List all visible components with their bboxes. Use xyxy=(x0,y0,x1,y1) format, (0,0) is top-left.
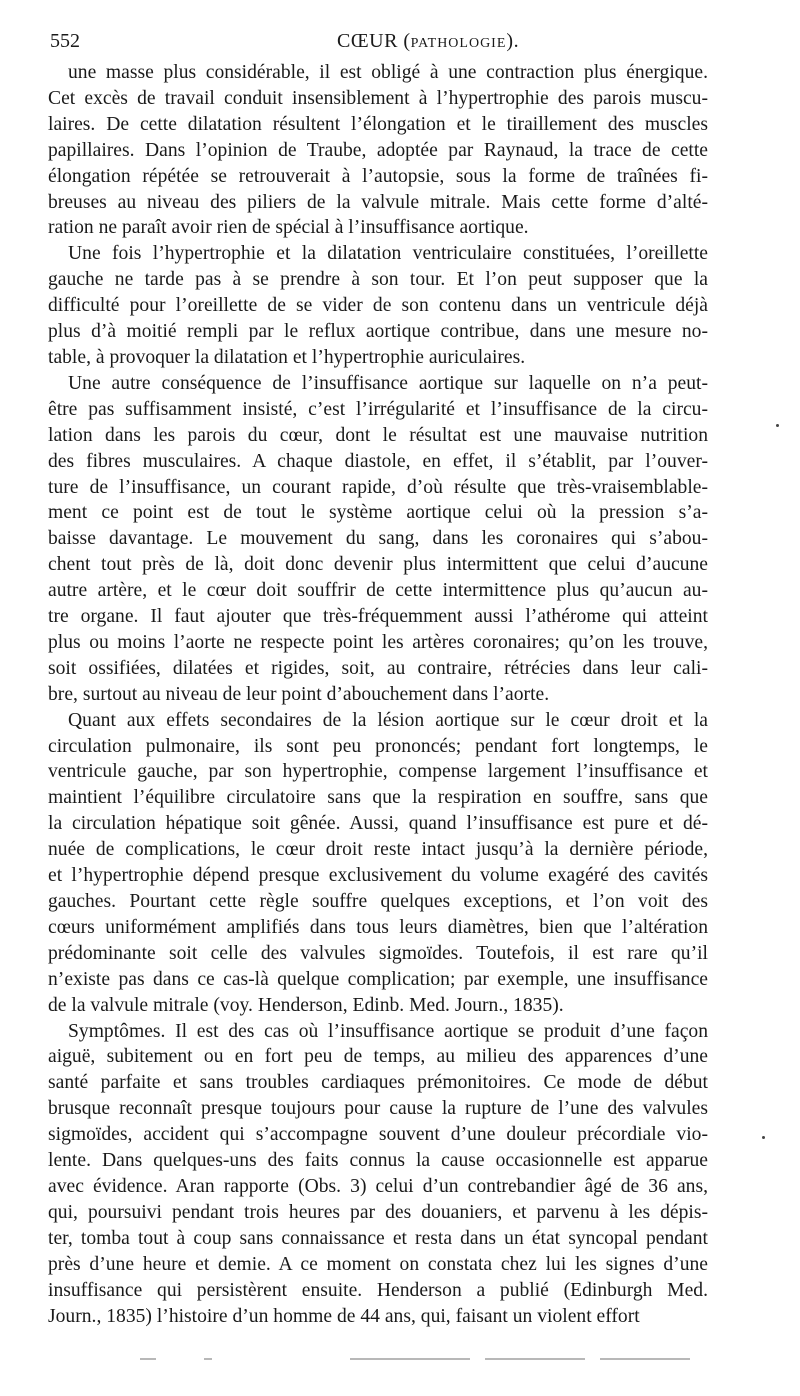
text-line: n’existe pas dans ce cas-là quelque complication; par exemple, une insuffisance xyxy=(48,968,708,990)
text-line: tre organe. Il faut ajouter que très-fréquemment aussi l’athérome qui atteint xyxy=(48,606,708,628)
text-line: bre, surtout au niveau de leur point d’abouchement dans l’aorte. xyxy=(48,683,550,705)
text-line: lation dans les parois du cœur, dont le résultat est une mauvaise nutrition xyxy=(48,424,708,446)
text-line: papillaires. Dans l’opinion de Traube, adoptée par Raynaud, la trace de cette xyxy=(48,139,708,161)
text-line: de la valvule mitrale (voy. Henderson, Edinb. Med. Journ., 1835). xyxy=(48,994,564,1016)
text-line: Journ., 1835) l’histoire d’un homme de 44 ans, qui, faisant un violent effort xyxy=(48,1305,640,1327)
scan-mark xyxy=(140,1358,156,1360)
text-line: soit ossifiées, dilatées et rigides, soit, au contraire, rétrécies dans leur cali- xyxy=(48,657,708,679)
running-title-paren-close: ). xyxy=(506,30,520,52)
text-line: difficulté pour l’oreillette de se vider de son contenu dans un ventricule déjà xyxy=(48,295,708,317)
text-line: Cet excès de travail conduit insensiblement à l’hypertrophie des parois muscu- xyxy=(48,87,708,109)
text-line: gauches. Pourtant cette règle souffre quelques exceptions, et l’on voit des xyxy=(48,891,708,912)
text-line: ture de l’insuffisance, un courant rapide, d’où résulte que très-vraisemblable- xyxy=(48,476,708,498)
text-line: baisse davantage. Le mouvement du sang, dans les coronaires qui s’abou- xyxy=(48,528,708,550)
text-line: Symptômes. Il est des cas où l’insuffisance aortique se produit d’une façon xyxy=(68,1020,708,1042)
text-line: qui, poursuivi pendant trois heures par des douaniers, et parvenu à les dépis- xyxy=(48,1201,708,1223)
text-line: élongation répétée se retrouverait à l’autopsie, sous la forme de traînées fi- xyxy=(48,165,708,187)
running-title-paren-open: ( xyxy=(397,30,411,52)
text-line: plus d’à moitié rempli par le reflux aortique contribue, dans une mesure no- xyxy=(48,321,708,343)
text-line: plus ou moins l’aorte ne respecte point les artères coronaires; qu’on les trouve, xyxy=(48,631,708,653)
text-line: être pas suffisamment insisté, c’est l’irrégularité et l’insuffisance de la circu- xyxy=(48,398,708,420)
running-title-subject: PATHOLOGIE xyxy=(410,36,507,51)
text-line: et l’hypertrophie dépend presque exclusivement du volume exagéré des cavités xyxy=(48,865,708,887)
running-title xyxy=(337,30,519,53)
running-title-main: CŒUR xyxy=(337,30,398,52)
page-number: 552 xyxy=(50,30,80,52)
text-line: prédominante soit celle des valvules sigmoïdes. Toutefois, il est rare qu’il xyxy=(48,942,708,964)
text-line: santé parfaite et sans troubles cardiaques prémonitoires. Ce mode de début xyxy=(48,1072,708,1094)
text-line: ter, tomba tout à coup sans connaissance et resta dans un état syncopal pendant xyxy=(48,1227,708,1249)
scan-speck xyxy=(776,424,779,427)
text-line: une masse plus considérable, il est obligé à une contraction plus énergique. xyxy=(68,62,708,83)
text-line: maintient l’équilibre circulatoire sans que la respiration en souffre, sans que xyxy=(48,787,708,809)
text-line: brusque reconnaît presque toujours pour cause la rupture de l’une des valvules xyxy=(48,1098,708,1120)
scan-mark xyxy=(485,1358,585,1360)
bottom-scan-marks xyxy=(140,1358,700,1364)
text-line: laires. De cette dilatation résultent l’élongation et le tiraillement des muscles xyxy=(48,113,708,135)
paragraph xyxy=(48,1019,708,1330)
paragraph xyxy=(48,708,708,1019)
text-line: breuses au niveau des piliers de la valvule mitrale. Mais cette forme d’alté- xyxy=(48,191,708,213)
text-line: des fibres musculaires. A chaque diastole, en effet, il s’établit, par l’ouver- xyxy=(48,450,708,472)
text-line: lente. Dans quelques-uns des faits connus la cause occasionnelle est apparue xyxy=(48,1150,708,1172)
scan-mark xyxy=(600,1358,690,1360)
text-line: cœurs uniformément amplifiés dans tous leurs diamètres, bien que l’altération xyxy=(48,916,708,938)
text-line: ment ce point est de tout le système aortique celui où la pression s’a- xyxy=(48,502,708,524)
scan-mark xyxy=(350,1358,470,1360)
text-line: près d’une heure et demie. A ce moment on constata chez lui les signes d’une xyxy=(48,1253,708,1275)
text-line: gauche ne tarde pas à se prendre à son tour. Et l’on peut supposer que la xyxy=(48,269,708,291)
text-line: Une autre conséquence de l’insuffisance aortique sur laquelle on n’a peut- xyxy=(68,372,708,394)
paragraph xyxy=(48,60,708,241)
text-line: Une fois l’hypertrophie et la dilatation ventriculaire constituées, l’oreillette xyxy=(68,243,708,265)
text-line: table, à provoquer la dilatation et l’hypertrophie auriculaires. xyxy=(48,346,526,368)
scan-speck xyxy=(762,1136,765,1139)
text-line: nuée de complications, le cœur droit reste intact jusqu’à la dernière période, xyxy=(48,839,708,861)
scan-mark xyxy=(204,1358,212,1360)
page-header xyxy=(50,30,710,58)
text-line: chent tout près de là, doit donc devenir plus intermittent que celui d’aucune xyxy=(48,554,708,576)
text-line: la circulation hépatique soit gênée. Aussi, quand l’insuffisance est pure et dé- xyxy=(48,813,708,835)
text-line: insuffisance qui persistèrent ensuite. Henderson a publié (Edinburgh Med. xyxy=(48,1279,708,1301)
text-line: Quant aux effets secondaires de la lésion aortique sur le cœur droit et la xyxy=(68,709,708,731)
paragraph xyxy=(48,371,708,708)
paragraph xyxy=(48,241,708,371)
text-line: aiguë, subitement ou en fort peu de temps, au milieu des apparences d’une xyxy=(48,1046,708,1068)
text-line: ration ne paraît avoir rien de spécial à l’insuffisance aortique. xyxy=(48,217,529,239)
text-line: sigmoïdes, accident qui s’accompagne souvent d’une douleur précordiale vio- xyxy=(48,1124,708,1146)
text-line: avec évidence. Aran rapporte (Obs. 3) celui d’un contrebandier âgé de 36 ans, xyxy=(48,1175,708,1197)
body-text xyxy=(48,60,708,1329)
text-line: circulation pulmonaire, ils sont peu prononcés; pendant fort longtemps, le xyxy=(48,735,708,757)
text-line: ventricule gauche, par son hypertrophie, compense largement l’insuffisance et xyxy=(48,761,708,783)
text-line: autre artère, et le cœur doit souffrir de cette intermittence plus qu’aucun au- xyxy=(48,580,708,602)
